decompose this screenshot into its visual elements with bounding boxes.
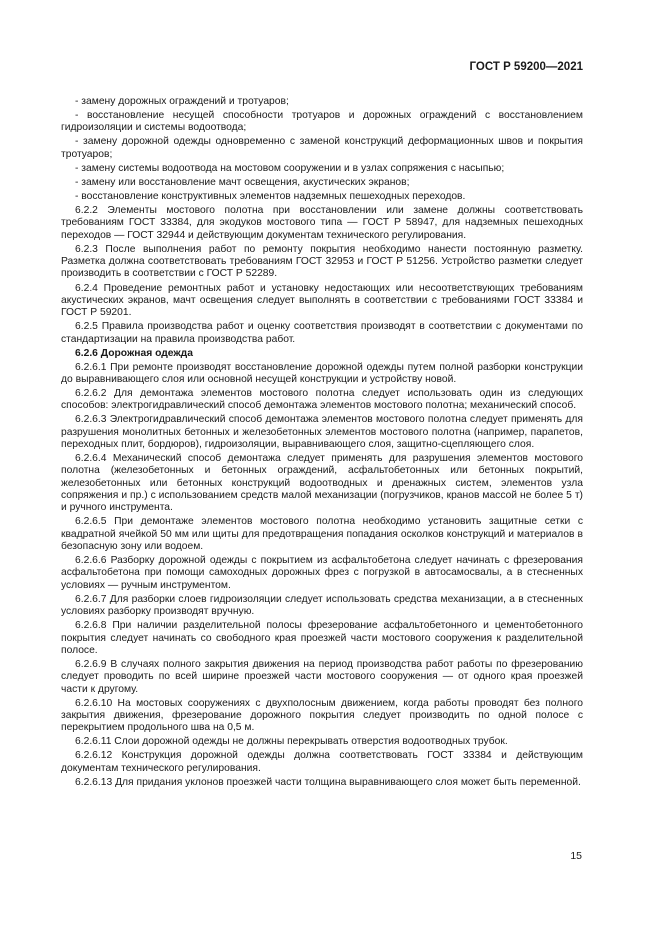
page-number: 15 — [570, 850, 582, 862]
paragraph: 6.2.6.1 При ремонте производят восстановление дорожной одежды путем полной разборки конструкции до выравнивающего слоя или основной несущей конструкции и устройству новой. — [61, 361, 583, 385]
paragraph: 6.2.6.10 На мостовых сооружениях с двухполосным движением, когда работы проводят без полного закрытия движения, фрезерование дорожного покрытия следует производить по одной полосе с перекрытием продольного шва на 0,5 м. — [61, 697, 583, 734]
paragraph: 6.2.6.2 Для демонтажа элементов мостового полотна следует использовать один из следующих способов: электрогидравлический способ демонтажа элементов мостового полотна; механический способ. — [61, 388, 583, 412]
paragraph: - восстановление несущей способности тротуаров и дорожных ограждений с восстановлением гидроизоляции и системы водоотвода; — [61, 110, 583, 134]
paragraph: 6.2.6.6 Разборку дорожной одежды с покрытием из асфальтобетона следует начинать с фрезерования асфальтобетона при помощи самоходных дорожных фрез с погрузкой в автосамосвалы, а в стесненных условиях — ручным инструментом. — [61, 555, 583, 591]
paragraph: - восстановление конструктивных элементов надземных пешеходных переходов. — [75, 191, 466, 203]
paragraph: - замену дорожной одежды одновременно с заменой конструкций деформационных швов и покрытия тротуаров; — [61, 136, 583, 160]
document-header-code: ГОСТ Р 59200—2021 — [469, 61, 583, 73]
paragraph: 6.2.6.3 Электрогидравлический способ демонтажа элементов мостового полотна следует применять для разрушения монолитных бетонных и железобетонных элементов мостового полотна (например, парапетов, переходных плит, бордюров), гидроизоляции, выравнивающего слоя, защитно-сцепляющего слоя. — [61, 414, 583, 451]
paragraph: - замену дорожных ограждений и тротуаров; — [75, 96, 289, 107]
paragraph: 6.2.6.12 Конструкция дорожной одежды должна соответствовать ГОСТ 33384 и действующим документам технического регулирования. — [61, 750, 583, 774]
paragraph: 6.2.6.11 Слои дорожной одежды не должны перекрывать отверстия водоотводных трубок. — [75, 736, 508, 748]
paragraph: 6.2.6.8 При наличии разделительной полосы фрезерование асфальтобетонного и цементобетонного покрытия следует начинать со свободного края проезжей части мостового сооружения к разделительной полосе. — [61, 620, 583, 656]
paragraph: 6.2.6.7 Для разборки слоев гидроизоляции следует использовать средства механизации, а в стесненных условиях разборку производят вручную. — [61, 593, 583, 618]
paragraph: 6.2.3 После выполнения работ по ремонту покрытия необходимо нанести постоянную разметку. Разметка должна соответствовать требованиям ГОСТ 32953 и ГОСТ Р 51256. Устройство разметки следует производить в соответствии с ГОСТ Р 52289. — [61, 243, 583, 280]
paragraph: - замену системы водоотвода на мостовом сооружении и в узлах сопряжения с насыпью; — [75, 162, 505, 174]
paragraph: 6.2.4 Проведение ремонтных работ и установку недостающих или несоответствующих требованиям акустических экранов, мачт освещения следует выполнять в соответствии с требованиями ГОСТ 33384 и ГОСТ Р 59201. — [61, 282, 583, 319]
section-heading: 6.2.6 Дорожная одежда — [75, 347, 193, 359]
paragraph: 6.2.6.13 Для придания уклонов проезжей части толщина выравнивающего слоя может быть переменной. — [75, 776, 581, 788]
document-body — [61, 96, 583, 791]
paragraph: 6.2.5 Правила производства работ и оценку соответствия производят в соответствии с документами по стандартизации на правила производства работ. — [61, 321, 583, 345]
paragraph: 6.2.6.5 При демонтаже элементов мостового полотна необходимо установить защитные сетки с квадратной ячейкой 50 мм или щиты для предотвращения попадания осколков конструкций и материалов в безопасную зону или водоем. — [61, 516, 583, 553]
paragraph: 6.2.2 Элементы мостового полотна при восстановлении или замене должны соответствовать требованиям ГОСТ 33384, для экодуков мостового типа — ГОСТ Р 58947, для надземных пешеходных переходов — ГОСТ 32944 и действующим документам технического регулирования. — [61, 205, 583, 241]
paragraph: 6.2.6.9 В случаях полного закрытия движения на период производства работ работы по фрезерованию следует проводить по всей ширине проезжей части мостового сооружения — от одного края проезжей части к другому. — [61, 658, 583, 695]
paragraph: 6.2.6.4 Механический способ демонтажа следует применять для разрушения элементов мостового полотна (железобетонных и бетонных ограждений, асфальтобетонных или бетонных покрытий, железобетонных или бетонных конструкций водоотводных и дренажных систем, элементов узла сопряжения и пр.) с использованием средств малой механизации (погрузчиков, кранов массой не более 5 т) и ручного инструмента. — [61, 453, 583, 514]
paragraph: - замену или восстановление мачт освещения, акустических экранов; — [75, 176, 410, 188]
